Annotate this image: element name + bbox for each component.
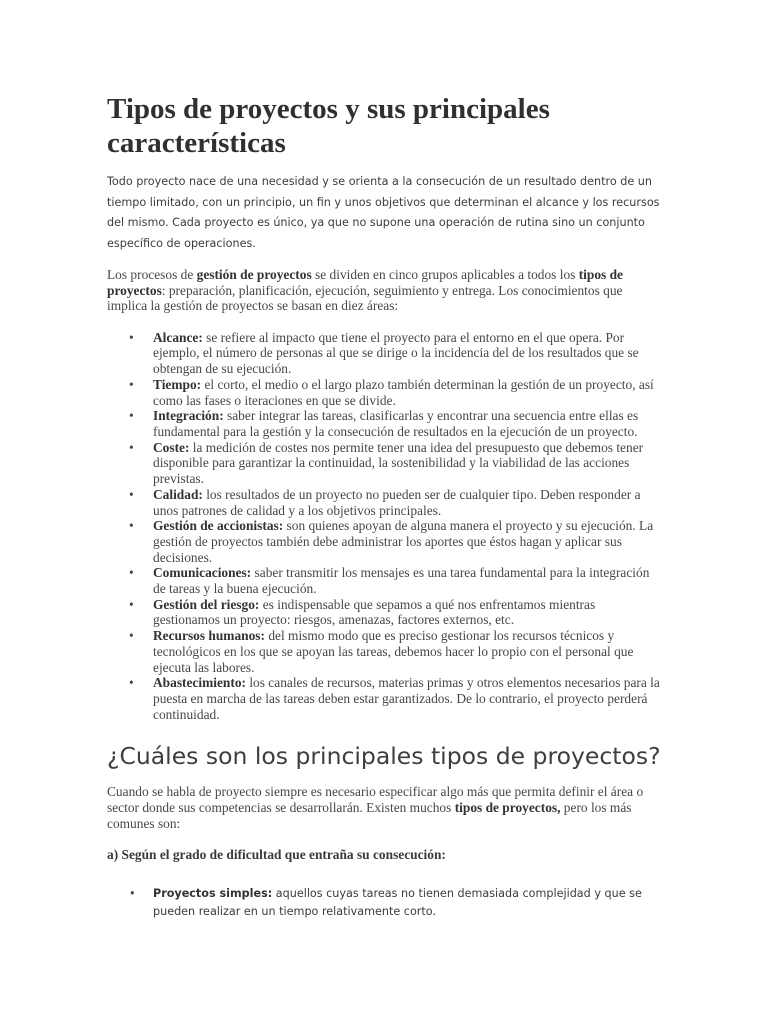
intro-paragraph: Todo proyecto nace de una necesidad y se orienta a la consecución de un resultado dentro de un tiempo limitado, con un principio, un fin y unos objetivos que determinan el alcance y los recursos del mismo. Cada proyecto es único, ya que no supone una operación de rutina sino un conjunto específico de operaciones. <box>107 175 660 250</box>
processes-bold-1: gestión de proyectos <box>196 267 312 282</box>
area-text: el corto, el medio o el largo plazo también determinan la gestión de un proyecto, así como las fases o iteraciones en que se divide. <box>153 376 654 408</box>
area-text: del mismo modo que es preciso gestionar los recursos técnicos y tecnológicos en los que se apoyan las tareas, debemos hacer lo propio con el personal que ejecuta las labores. <box>153 628 634 675</box>
list-item <box>153 628 663 675</box>
list-item <box>153 408 663 439</box>
list-item <box>153 675 663 722</box>
project-types-list <box>107 885 663 921</box>
section-heading: ¿Cuáles son los principales tipos de proyectos? <box>107 742 661 771</box>
area-term: Abastecimiento: <box>153 675 246 691</box>
type-text: aquellos cuyas tareas no tienen demasiada complejidad y que se pueden realizar en un tiempo relativamente corto. <box>153 887 642 919</box>
list-item <box>153 885 663 921</box>
list-item <box>153 440 663 487</box>
area-text: la medición de costes nos permite tener una idea del presupuesto que debemos tener disponible para garantizar la continuidad, la sostenibilidad y la viabilidad de las acciones previstas. <box>153 439 644 487</box>
subheading-a: a) Según el grado de dificultad que entraña su consecución: <box>107 847 446 863</box>
processes-bold-2: tipos de proyectos <box>107 267 623 298</box>
area-term: Integración: <box>153 408 224 424</box>
area-term: Gestión de accionistas: <box>153 518 284 534</box>
processes-text-2: se dividen en cinco grupos aplicables a todos los <box>311 267 579 282</box>
list-item <box>153 377 663 408</box>
area-text: se refiere al impacto que tiene el proyecto para el entorno en el que opera. Por ejemplo, el número de personas al que se dirige o la incidencia del de los resultados que se obtengan de su ejecución. <box>153 329 639 377</box>
area-term: Recursos humanos: <box>153 628 265 644</box>
area-term: Calidad: <box>153 486 203 502</box>
section2-text-1: Cuando se habla de proyecto siempre es necesario especificar algo más que permita definir el área o sector donde sus competencias se desarrollarán. Existen muchos <box>107 784 644 815</box>
area-term: Gestión del riesgo: <box>153 596 260 612</box>
processes-text-1: Los procesos de <box>107 267 197 282</box>
list-item <box>153 597 663 628</box>
list-item <box>153 565 663 596</box>
list-item <box>153 487 663 518</box>
area-term: Tiempo: <box>153 376 202 392</box>
knowledge-areas-list <box>107 330 663 723</box>
area-term: Comunicaciones: <box>153 565 252 581</box>
section2-text-2: pero los más comunes son: <box>107 799 632 831</box>
area-text: saber transmitir los mensajes es una tarea fundamental para la integración de tareas y la buena ejecución. <box>153 565 650 597</box>
area-text: los canales de recursos, materias primas y otros elementos necesarios para la puesta en marcha de las tareas deben estar garantizados. De lo contrario, el proyecto perderá continuidad. <box>153 675 660 722</box>
section2-paragraph <box>107 784 663 831</box>
area-text: son quienes apoyan de alguna manera el proyecto y su ejecución. La gestión de proyectos también debe administrar los aportes que éstos hagan y aplicar sus decisiones. <box>153 518 654 565</box>
area-text: los resultados de un proyecto no pueden ser de cualquier tipo. Deben responder a unos patrones de calidad y a los objetivos principales. <box>153 486 641 518</box>
page-title: Tipos de proyectos y sus principales características <box>107 93 550 159</box>
area-text: saber integrar las tareas, clasificarlas y encontrar una secuencia entre ellas es fundamental para la gestión y la consecución de resultados en la ejecución de un proyecto. <box>153 408 639 439</box>
list-item <box>153 330 663 377</box>
type-term: Proyectos simples: <box>153 887 273 901</box>
processes-paragraph <box>107 267 663 314</box>
area-term: Alcance: <box>153 329 203 345</box>
document-content <box>107 92 663 921</box>
section2-bold-1: tipos de proyectos, <box>454 799 561 815</box>
list-item <box>153 518 663 565</box>
area-text: es indispensable que sepamos a qué nos enfrentamos mientras gestionamos un proyecto: riesgos, amenazas, factores externos, etc. <box>153 596 596 628</box>
area-term: Coste: <box>153 439 190 455</box>
processes-text-3: : preparación, planificación, ejecución, seguimiento y entrega. Los conocimientos que implica la gestión de proyectos se basan en diez áreas: <box>107 282 623 314</box>
